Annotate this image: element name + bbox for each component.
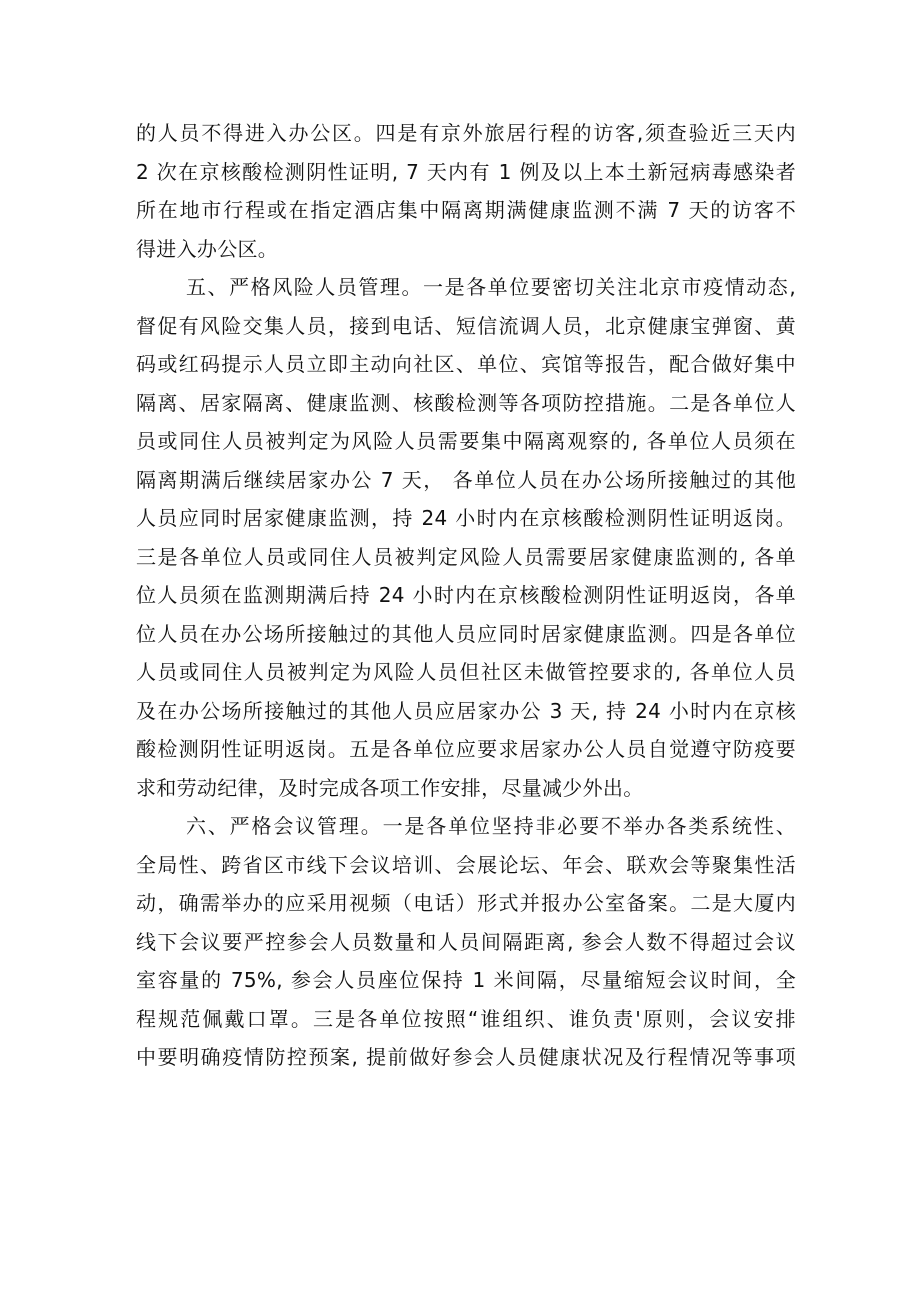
text-line: 员或同住人员被判定为风险人员需要集中隔离观察的, 各单位人员须在 [136, 429, 796, 453]
text-line: 督促有风险交集人员，接到电话、短信流调人员，北京健康宝弹窗、黄 [136, 313, 796, 338]
text-line: 全局性、跨省区市线下会议培训、会展论坛、年会、联欢会等聚集性活 [136, 852, 796, 877]
text-line: 求和劳动纪律，及时完成各项工作安排，尽量减少外出。 [136, 775, 644, 800]
text-line: 动，确需举办的应采用视频（电话）形式并报办公室备案。二是大厦内 [136, 891, 796, 915]
text-line: 得进入办公区。 [136, 236, 279, 261]
text-line: 隔离、居家隔离、健康监测、核酸检测等各项防控措施。二是各单位人 [136, 390, 796, 415]
text-line: 位人员须在监测期满后持 24 小时内在京核酸检测阴性证明返岗，各单 [136, 583, 796, 607]
text-line: 三是各单位人员或同住人员被判定风险人员需要居家健康监测的, 各单 [136, 544, 796, 569]
text-line: 酸检测阴性证明返岗。五是各单位应要求居家办公人员自觉遵守防疫要 [136, 737, 796, 761]
text-line: 程规范佩戴口罩。三是各单位按照“谁组织、谁负责'原则，会议安排 [136, 1006, 796, 1031]
text-line: 位人员在办公场所接触过的其他人员应同时居家健康监测。四是各单位 [136, 621, 796, 646]
text-line: 2 次在京核酸检测阴性证明, 7 天内有 1 例及以上本土新冠病毒感染者 [136, 159, 796, 184]
text-line: 人员或同住人员被判定为风险人员但社区未做管控要求的, 各单位人员 [136, 660, 796, 684]
text-line: 人员应同时居家健康监测，持 24 小时内在京核酸检测阴性证明返岗。 [136, 506, 796, 530]
text-line: 码或红码提示人员立即主动向社区、单位、宾馆等报告，配合做好集中 [136, 352, 796, 376]
text-line: 室容量的 75%, 参会人员座位保持 1 米间隔，尽量缩短会议时间，全 [136, 968, 796, 992]
section-five-heading-line: 五、严格风险人员管理。一是各单位要密切关注北京市疫情动态, [186, 275, 796, 299]
section-six-heading-line: 六、严格会议管理。一是各单位坚持非必要不举办各类系统性、 [186, 814, 796, 838]
text-line: 的人员不得进入办公区。四是有京外旅居行程的访客,须查验近三天内 [136, 121, 796, 145]
text-line: 及在办公场所接触过的其他人员应居家办公 3 天, 持 24 小时内在京核 [136, 698, 796, 723]
text-line: 中要明确疫情防控预案, 提前做好参会人员健康状况及行程情况等事项 [136, 1045, 796, 1069]
document-body [136, 114, 796, 1077]
text-line: 隔离期满后继续居家办公 7 天， 各单位人员在办公场所接触过的其他 [136, 467, 796, 492]
text-line: 所在地市行程或在指定酒店集中隔离期满健康监测不满 7 天的访客不 [136, 198, 796, 222]
text-line: 线下会议要严控参会人员数量和人员间隔距离, 参会人数不得超过会议 [136, 929, 796, 954]
